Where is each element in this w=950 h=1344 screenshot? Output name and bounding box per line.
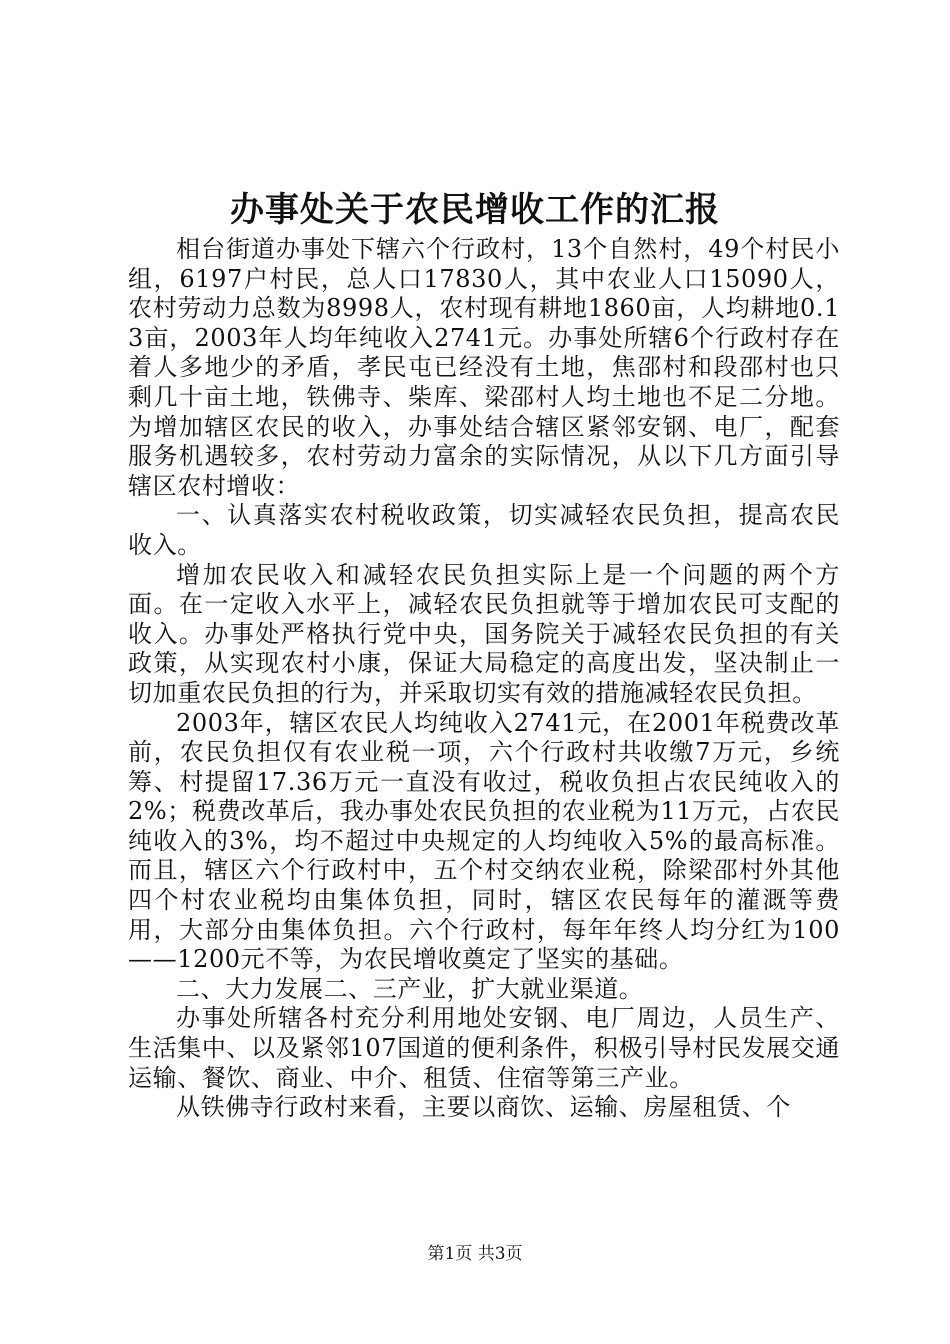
paragraph-tax-2003: 2003年，辖区农民人均纯收入2741元，在2001年税费改革前，农民负担仅有农业税一项，六个行政村共收缴7万元，乡统筹、村提留17.36万元一直没有收过，税收负担占农民纯收入的2%；税费改革后，我办事处农民负担的农业税为11万元，占农民纯收入的3%，均不超过中央规定的人均纯收入5%的最高标准。而且，辖区六个行政村中，五个村交纳农业税，除梁邵村外其他四个村农业税均由集体负担，同时，辖区农民每年的灌溉等费用，大部分由集体负担。六个行政村，每年年终人均分红为100——1200元不等，为农民增收奠定了坚实的基础。: [128, 708, 840, 974]
section-heading-2: 二、大力发展二、三产业，扩大就业渠道。: [176, 974, 644, 1003]
document-title: 办事处关于农民增收工作的汇报: [230, 190, 720, 230]
section-heading-1: 一、认真落实农村税收政策，切实减轻农民负担，提高农民收入。: [128, 501, 840, 559]
page-footer: 第1页 共3页: [427, 1244, 523, 1264]
paragraph-intro: 相台街道办事处下辖六个行政村，13个自然村，49个村民小组，6197户村民，总人口17830人，其中农业人口15090人，农村劳动力总数为8998人，农村现有耕地1860亩，人均耕地0.13亩，2003年人均年纯收入2741元。办事处所辖6个行政村存在着人多地少的矛盾，孝民屯已经没有土地，焦邵村和段邵村也只剩几十亩土地，铁佛寺、柴库、梁邵村人均土地也不足二分地。为增加辖区农民的收入，办事处结合辖区紧邻安钢、电厂，配套服务机遇较多，农村劳动力富余的实际情况，从以下几方面引导辖区农村增收：: [128, 235, 840, 500]
paragraph-industry: 办事处所辖各村充分利用地处安钢、电厂周边，人员生产、生活集中、以及紧邻107国道的便利条件，积极引导村民发展交通运输、餐饮、商业、中介、租赁、住宿等第三产业。: [128, 1004, 840, 1092]
paragraph-burden: 增加农民收入和减轻农民负担实际上是一个问题的两个方面。在一定收入水平上，减轻农民负担就等于增加农民可支配的收入。办事处严格执行党中央，国务院关于减轻农民负担的有关政策，从实现农村小康，保证大局稳定的高度出发，坚决制止一切加重农民负担的行为，并采取切实有效的措施减轻农民负担。: [128, 560, 840, 707]
document-body: [128, 235, 840, 1123]
paragraph-tiefosi: 从铁佛寺行政村来看，主要以商饮、运输、房屋租赁、个: [176, 1093, 791, 1122]
